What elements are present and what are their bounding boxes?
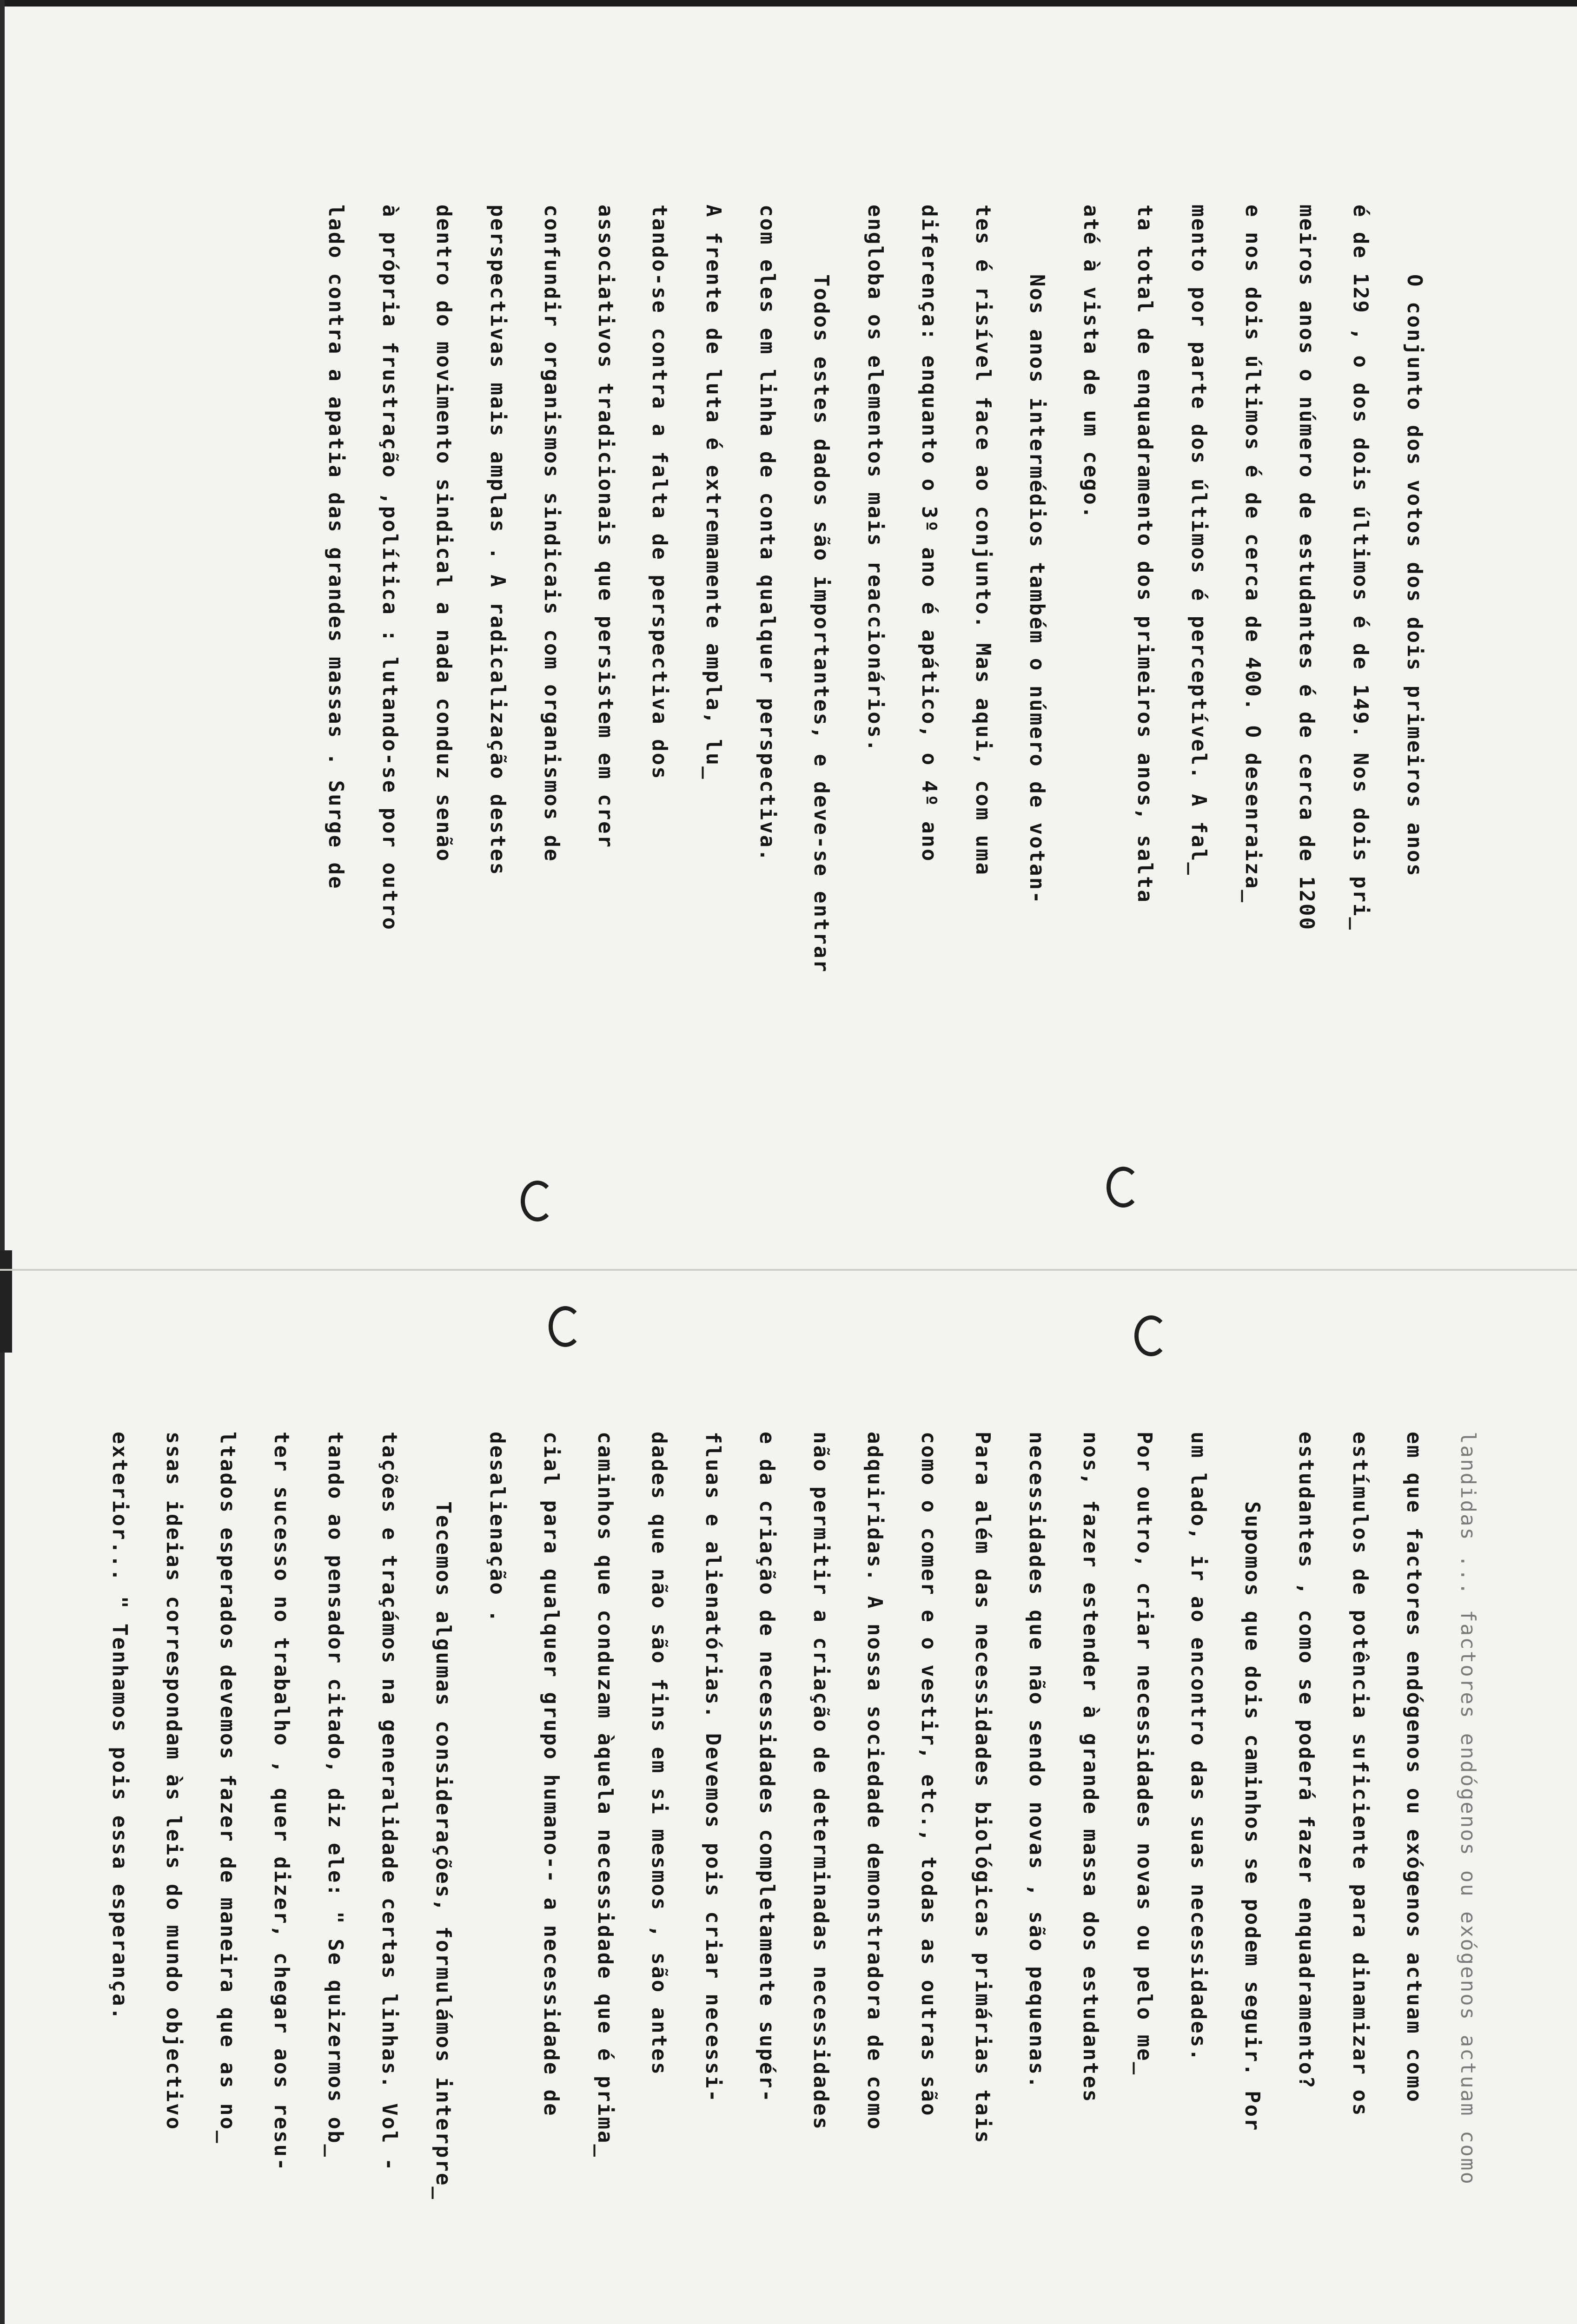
text-line: tações e traçámos na generalidade certas linhas. Vol - [378,1432,401,2172]
text-line: nos, fazer estender à grande massa dos estudantes [1079,1432,1102,2104]
text-line: Todos estes dados são importantes, e deve-se entrar [809,274,833,974]
text-line: fluas e alienatórias. Devemos pois criar necessi- [701,1432,725,2104]
text-line: dentro do movimento sindical a nada conduz senão [432,205,456,863]
text-line: lado contra a apatia das grandes massas . Surge de [324,205,348,890]
text-line: até à vista de um cego. [1079,205,1103,520]
text-line: é de 129 , o dos dois últimos é de 149. Nos dois pri_ [1349,205,1372,931]
text-line: e nos dois últimos é de cerca de 400. O desenraiza_ [1241,205,1265,904]
text-line: exterior... " Tenhamos pois essa esperança. [108,1432,132,2021]
text-line: como o comer e o vestir, etc., todas as outras são [917,1432,941,2117]
punch-hole-mark [1134,1315,1168,1356]
upper-text-column [309,205,1441,973]
text-line: tando-se contra a falta de perspectiva dos [648,205,671,780]
text-line: dades que não são fins em si mesmos , são antes [647,1432,671,2076]
text-line: landidas ... factores endógenos ou exógenos actuam como [1456,1432,1480,2185]
text-line: tando ao pensador citado, diz ele: " Se quizermos ob_ [324,1432,347,2158]
text-line: estudantes , como se poderá fazer enquadramento? [1294,1432,1318,2090]
text-line: Tecemos algumas considerações, formulámos interpre_ [431,1501,455,2201]
text-line: caminhos que conduzam àquela necessidade que é prima_ [593,1432,617,2158]
punch-hole-mark [1107,1167,1140,1208]
text-line: cial para qualquer grupo humano-- a necessidade de [539,1432,563,2117]
text-line: diferença: enquanto o 3º ano é apático, o 4º ano [917,205,941,863]
text-line: estímulos de potência suficiente para dinamizar os [1348,1432,1372,2117]
text-line: necessidades que não sendo novas , são pequenas. [1025,1432,1048,2090]
text-line: ta total de enquadramento dos primeiros anos, salta [1133,205,1157,904]
text-line: tes é risível face ao conjunto. Mas aqui, com uma [971,205,995,877]
text-line: Para além das necessidades biológicas primárias tais [971,1432,994,2145]
text-line: Por outro, criar necessidades novas ou pelo me_ [1133,1432,1156,2076]
text-line: mento por parte dos últimos é perceptível. A fal_ [1187,205,1211,877]
text-line: não permitir a criação de determinadas necessidades [809,1432,833,2131]
text-line: adquiridas. A nossa sociedade demonstradora de como [863,1432,887,2131]
text-line: em que factores endógenos ou exógenos actuam como [1402,1432,1426,2104]
text-line: Supomos que dois caminhos se podem seguir. Por [1240,1501,1264,2132]
text-line: ltados esperados devemos fazer de maneira que as no_ [216,1432,239,2145]
punch-hole-mark [549,1306,582,1347]
text-line: ter sucesso no trabalho , quer dizer, chegar aos resu- [270,1432,293,2172]
text-line: um lado, ir ao encontro das suas necessidades. [1186,1432,1210,2062]
text-line: O conjunto dos votos dos dois primeiros anos [1403,274,1426,878]
text-line: e da criação de necessidades completamente supér- [755,1432,779,2104]
text-line: ssas ideias correspondam às leis do mundo objectivo [162,1432,186,2131]
text-line: à própria frustração ,política : lutando-se por outro [378,205,402,931]
text-line: perspectivas mais amplas . A radicalização destes [486,205,510,877]
scan-edge-top [0,0,1577,7]
text-line: com eles em linha de conta qualquer perspectiva. [755,205,779,863]
lower-text-column [93,1432,1495,2200]
scan-edge-mark [0,1250,12,1353]
text-line: associativos tradicionais que persistem em crer [594,205,617,849]
text-line: engloba os elementos mais reaccionários. [863,205,887,753]
text-line: meiros anos o número de estudantes é de cerca de 1200 [1295,205,1319,931]
page-fold-line [0,1269,1577,1271]
punch-hole-mark [521,1181,554,1221]
text-line: A frente de luta é extremamente ampla, lu_ [702,205,725,780]
text-line: confundir organismos sindicais com organismos de [540,205,563,863]
text-line: Nos anos intermédios também o número de votan- [1025,274,1049,905]
text-line: desalienação . [485,1432,509,1624]
scan-edge-left [0,0,5,2324]
